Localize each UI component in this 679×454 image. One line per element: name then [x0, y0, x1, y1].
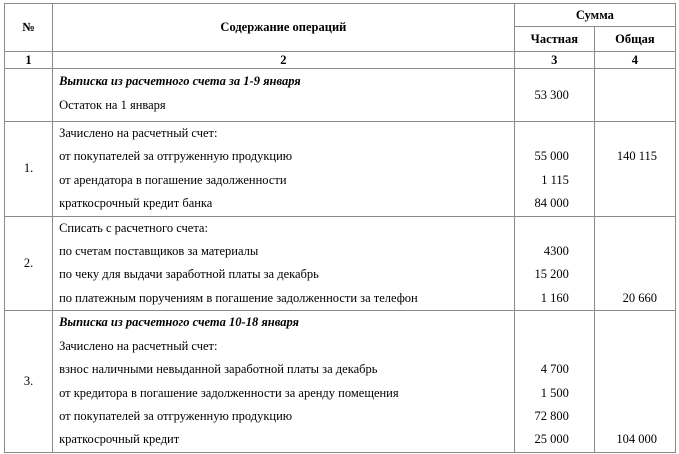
partial-value: 4 700: [540, 362, 569, 377]
row-number: 1.: [5, 122, 53, 217]
row-partial: [514, 311, 594, 453]
row-line: по платежным поручениям в погашение задолженности за телефон: [59, 290, 418, 305]
total-value: [595, 311, 675, 334]
partial-value: 4300: [543, 243, 569, 258]
row-line: по счетам поставщиков за материалы: [59, 243, 259, 258]
total-value: [595, 217, 675, 240]
row-line: от арендатора в погашение задолженности: [59, 172, 287, 187]
partial-value: 72 800: [534, 409, 569, 424]
total-value: [595, 335, 675, 358]
row-partial: [514, 216, 594, 311]
colnum-3: 3: [514, 52, 594, 69]
total-value: [595, 358, 675, 381]
row-partial: 53 300: [514, 69, 594, 122]
row-total: [594, 311, 675, 453]
total-value: 20 660: [622, 290, 657, 305]
row-number: 2.: [5, 216, 53, 311]
total-value: [595, 240, 675, 263]
header-partial: Частная: [514, 27, 594, 52]
partial-value: 1 500: [540, 385, 569, 400]
total-value: [595, 192, 675, 215]
total-value: 104 000: [616, 432, 657, 447]
header-sum: Сумма: [514, 4, 675, 27]
operations-table: [4, 3, 676, 453]
row-content: [53, 69, 515, 122]
partial-value: 15 200: [534, 267, 569, 282]
row-line: Списать с расчетного счета:: [59, 220, 208, 235]
total-value: 140 115: [616, 149, 657, 164]
row-line: по чеку для выдачи заработной платы за декабрь: [59, 267, 319, 282]
row-line: Выписка из расчетного счета 10-18 января: [59, 315, 299, 330]
total-value: [595, 405, 675, 428]
partial-value: [515, 335, 594, 358]
partial-value: 1 115: [541, 172, 569, 187]
row-partial: [514, 122, 594, 217]
table-row: [5, 122, 676, 217]
total-value: [595, 382, 675, 405]
row-number: [5, 69, 53, 122]
partial-value: 1 160: [540, 290, 569, 305]
header-num: №: [5, 4, 53, 52]
row-total: [594, 69, 675, 122]
colnum-2: 2: [53, 52, 515, 69]
header-total: Общая: [594, 27, 675, 52]
row-number: 3.: [5, 311, 53, 453]
row-line: Выписка из расчетного счета за 1-9 января: [59, 74, 301, 88]
table-row: [5, 311, 676, 453]
row-line: краткосрочный кредит банка: [59, 196, 213, 211]
total-value: [595, 263, 675, 286]
row-total: [594, 122, 675, 217]
row-line: краткосрочный кредит: [59, 432, 180, 447]
colnum-1: 1: [5, 52, 53, 69]
row-content: [53, 122, 515, 217]
row-line: от кредитора в погашение задолженности за аренду помещения: [59, 385, 399, 400]
row-total: [594, 216, 675, 311]
partial-value: 84 000: [534, 196, 569, 211]
row-line: от покупателей за отгруженную продукцию: [59, 149, 293, 164]
row-content: [53, 216, 515, 311]
row-line: Зачислено на расчетный счет:: [59, 338, 218, 353]
header-content: Содержание операций: [53, 4, 515, 52]
table-row: [5, 69, 676, 122]
row-line: от покупателей за отгруженную продукцию: [59, 409, 293, 424]
partial-value: 55 000: [534, 149, 569, 164]
colnum-4: 4: [594, 52, 675, 69]
row-line: взнос наличными невыданной заработной платы за декабрь: [59, 362, 378, 377]
partial-value: [515, 122, 594, 145]
row-line: Зачислено на расчетный счет:: [59, 126, 218, 140]
row-content: [53, 311, 515, 453]
table-row: [5, 216, 676, 311]
total-value: [595, 122, 675, 145]
partial-value: [515, 217, 594, 240]
total-value: [595, 169, 675, 192]
row-line: Остаток на 1 января: [59, 98, 166, 112]
partial-value: 25 000: [534, 432, 569, 447]
partial-value: [515, 311, 594, 334]
